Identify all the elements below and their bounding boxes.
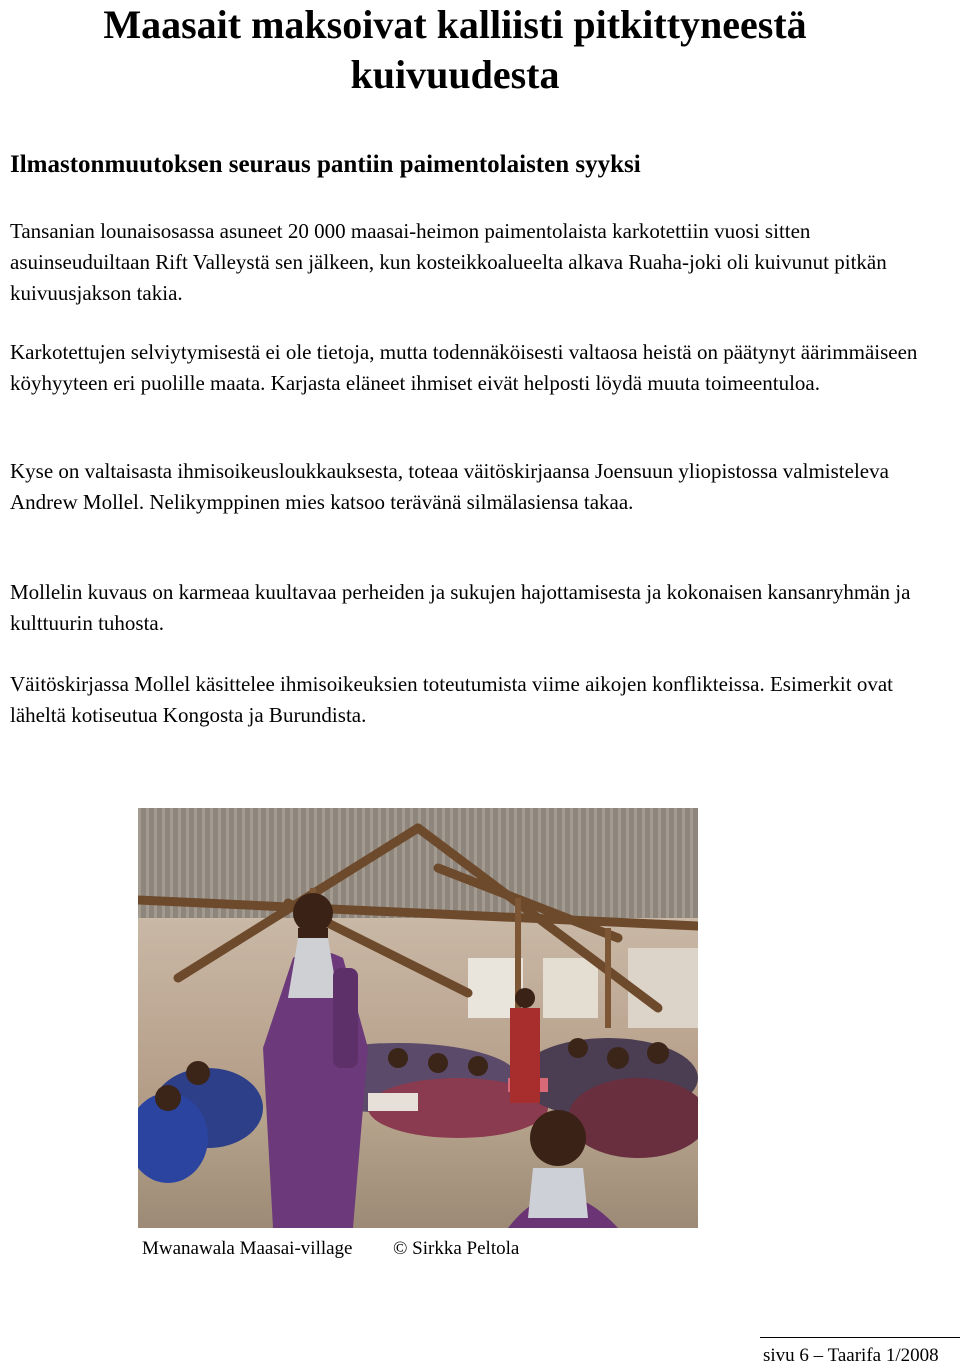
paragraph-1: Tansanian lounaisosassa asuneet 20 000 maasai-heimon paimentolaista karkotettiin vuosi sitten asuinseuduiltaan Rift Valleystä sen jälkeen, kun kosteikkoalueelta alkava Ruaha-joki oli kuivunut pitkän kuivuusjakson takia.: [10, 219, 887, 305]
page-footer: sivu 6 – Taarifa 1/2008: [763, 1345, 939, 1366]
paragraph-3: Kyse on valtaisasta ihmisoikeusloukkauksesta, toteaa väitöskirjaansa Joensuun yliopistossa valmisteleva Andrew Mollel. Nelikymppinen mies katsoo terävänä silmälasiensa takaa.: [10, 459, 889, 514]
photo-caption-place: Mwanawala Maasai-village: [142, 1238, 353, 1259]
paragraph-5: Väitöskirjassa Mollel käsittelee ihmisoikeuksien toteutumista viime aikojen konflikteissa. Esimerkit ovat läheltä kotiseutua Kongosta ja Burundista.: [10, 672, 894, 727]
footer-divider: [760, 1337, 960, 1338]
article-title: Maasait maksoivat kalliisti pitkittyneestä kuivuudesta: [103, 2, 807, 97]
photo-caption-credit: © Sirkka Peltola: [393, 1238, 520, 1259]
article-subtitle: Ilmastonmuutoksen seuraus pantiin paimentolaisten syyksi: [10, 151, 641, 178]
maasai-village-photo: [138, 808, 698, 1228]
paragraph-4: Mollelin kuvaus on karmeaa kuultavaa perheiden ja sukujen hajottamisesta ja kokonaisen kansanryhmän ja kulttuurin tuhosta.: [10, 580, 911, 635]
paragraph-2: Karkotettujen selviytymisestä ei ole tietoja, mutta todennäköisesti valtaosa heistä on päätynyt äärimmäiseen köyhyyteen eri puolille maata. Karjasta eläneet ihmiset eivät helposti löydä muuta toimeentuloa.: [10, 340, 918, 395]
